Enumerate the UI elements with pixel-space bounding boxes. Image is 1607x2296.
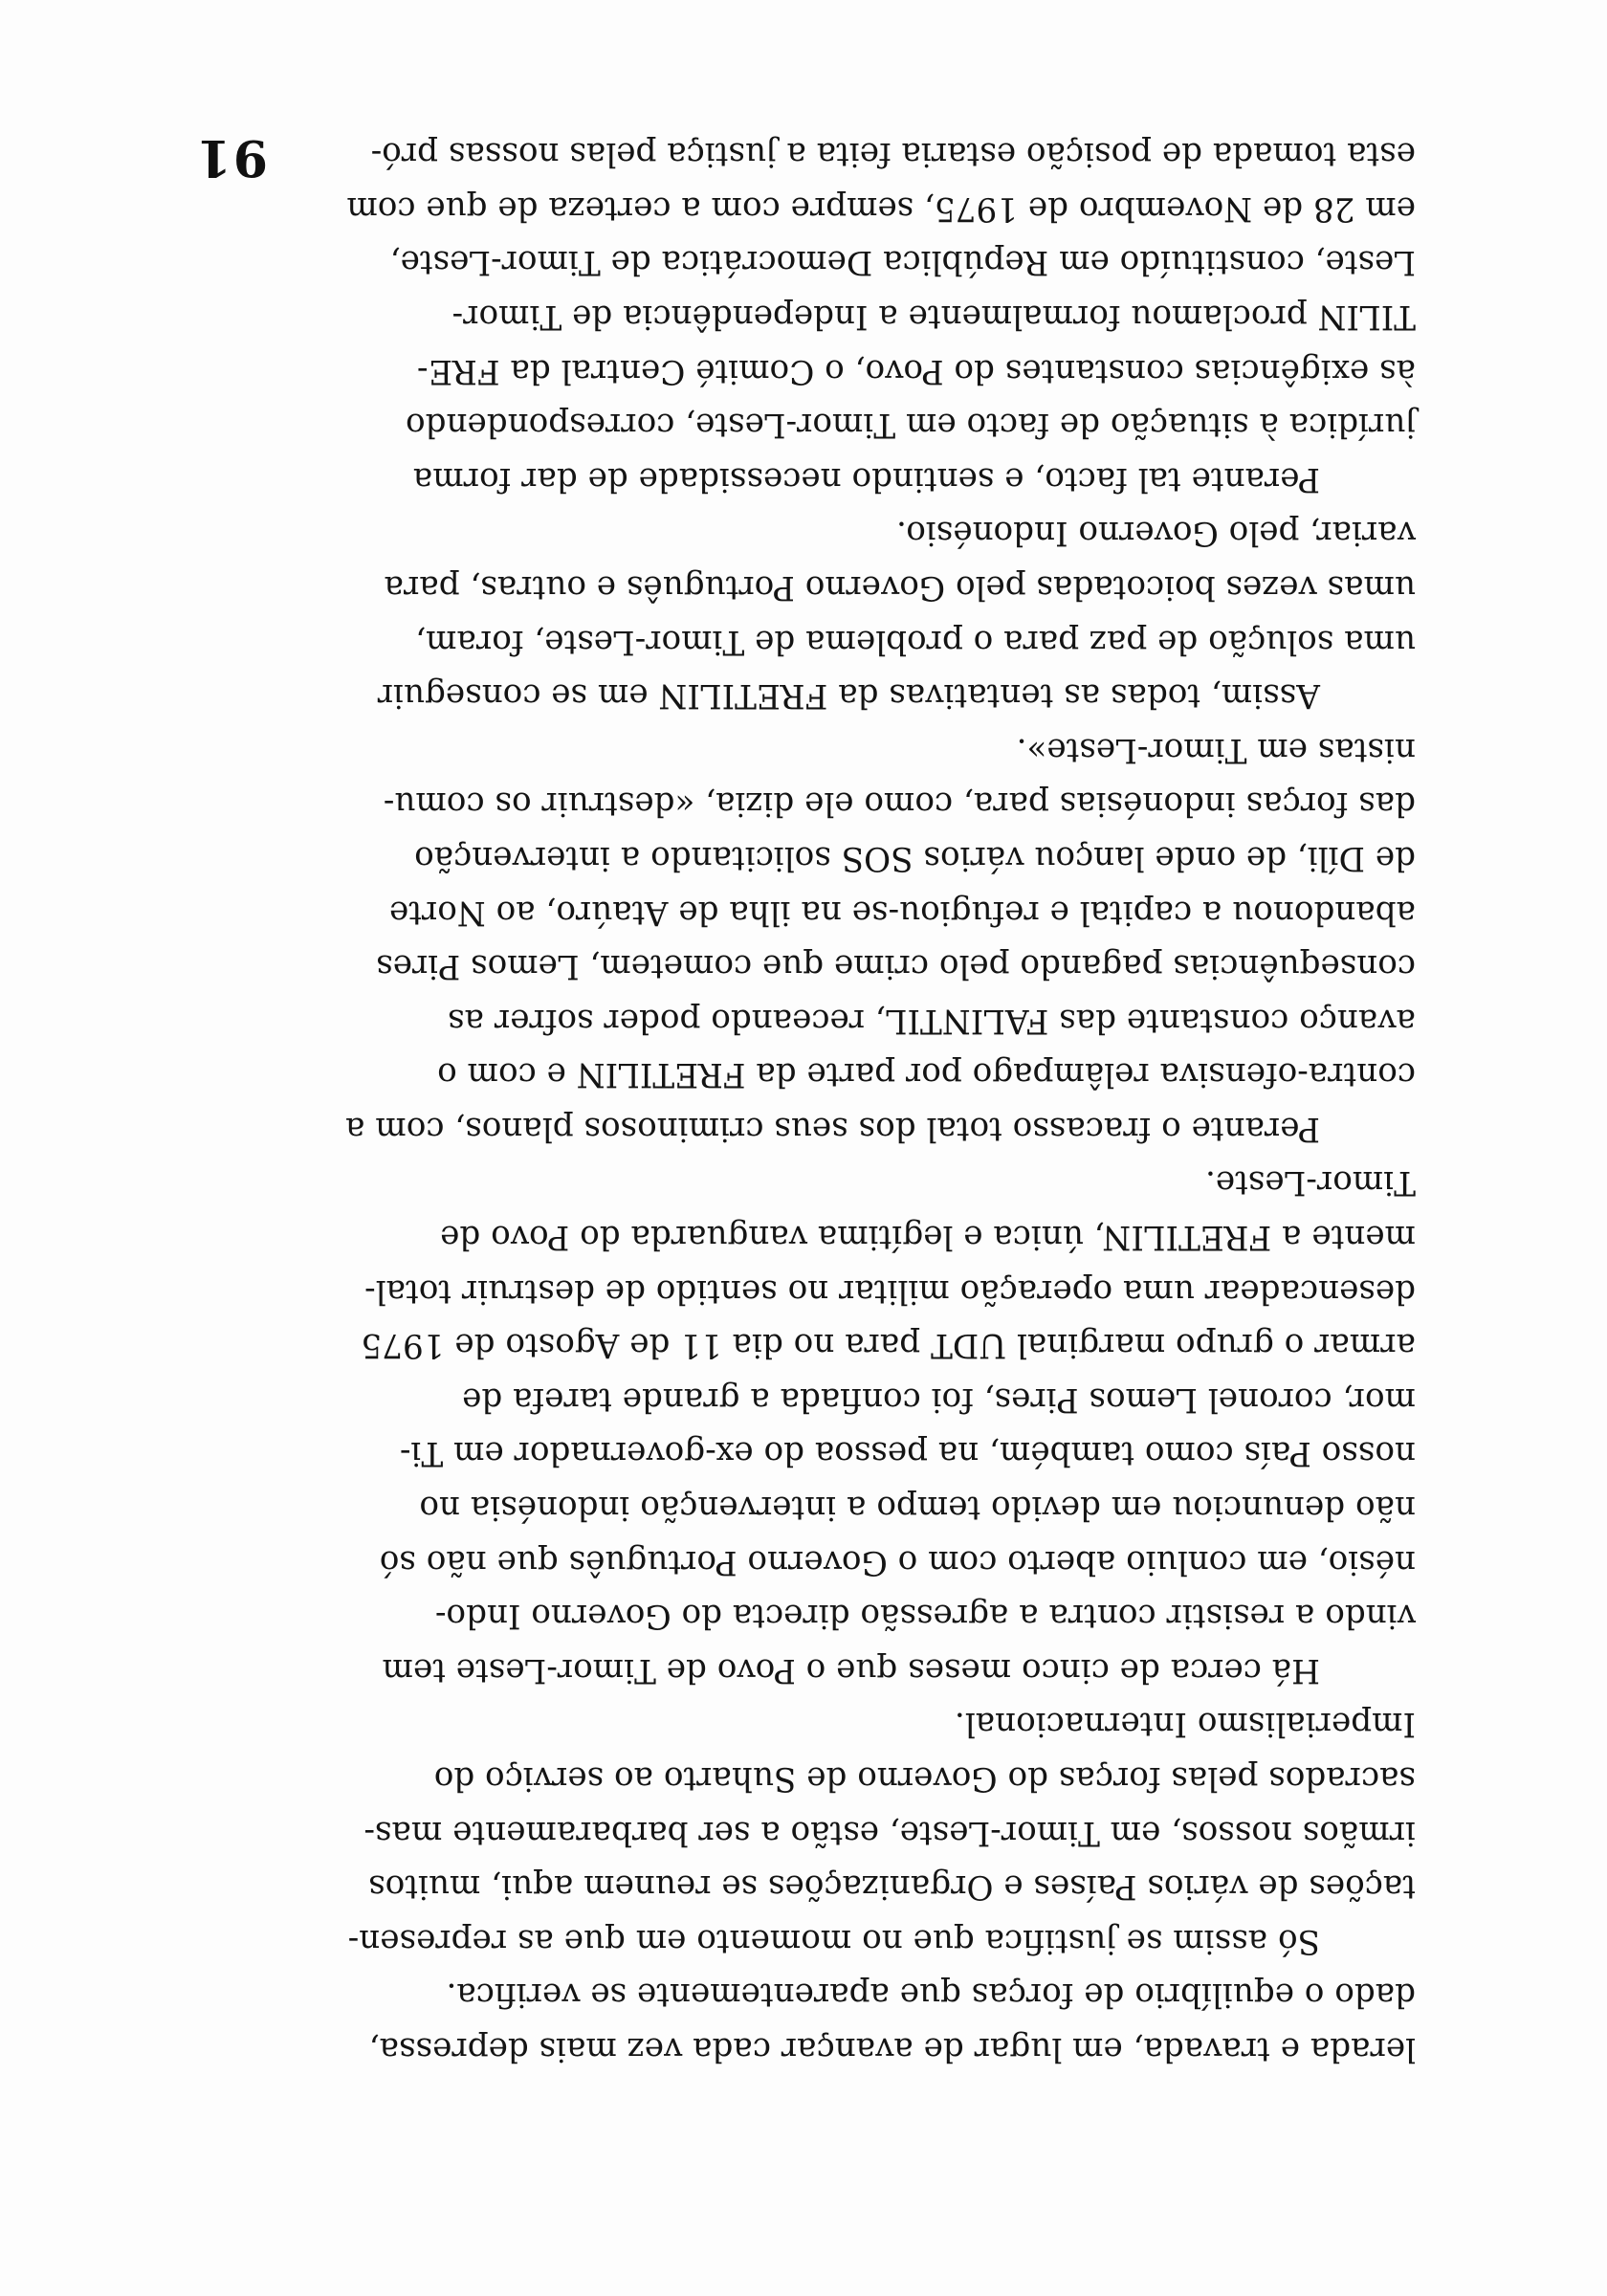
text-line: abandonou a capital e refugiou-se na ilha de Ataúro, ao Norte [388, 893, 1416, 932]
text-line: Há cerca de cinco meses que o Povo de Timor-Leste tem [382, 1650, 1320, 1689]
text-line: sacrados pelas forças do Governo de Suharto ao serviço do [433, 1759, 1416, 1799]
text-line: jurídica à situação de facto em Timor-Leste, correspondendo [406, 406, 1416, 445]
text-line: lerada e travada, em lugar de avançar cada vez mais depressa, [368, 2030, 1416, 2068]
text-line: avanço constante das FALINTIL, receando poder sofrer as [448, 1001, 1416, 1040]
text-line: TILIN proclamou formalmente a Independência de Timor- [451, 298, 1416, 336]
text-line: mor, coronel Lemos Pires, foi confiada a grande tarefa de [462, 1380, 1416, 1419]
text-line: não denunciou em devido tempo a intervenção indonésia no [419, 1489, 1416, 1528]
text-line: desencadear uma operação militar no sentido de destruir total- [364, 1271, 1416, 1311]
body-text [172, 127, 1416, 2076]
text-line: nosso País como também, na pessoa do ex-governador em Ti- [399, 1434, 1416, 1473]
text-line: mente a FRETILIN, única e legítima vanguarda do Povo de [440, 1218, 1416, 1257]
text-line: Leste, constituído em República Democrática de Timor-Leste, [389, 243, 1416, 282]
text-line: irmãos nossos, em Timor-Leste, estão a ser barbaramente mas- [363, 1813, 1416, 1852]
text-line: nistas em Timor-Leste». [1016, 730, 1416, 769]
text-line: Só assim se justifica que no momento em que as represen- [347, 1921, 1320, 1960]
text-line: armar o grupo marginal UDT para no dia 11 de Agosto de 1975 [361, 1326, 1416, 1365]
text-line: Imperialismo Internacional. [954, 1705, 1416, 1744]
text-line: contra-ofensiva relâmpago por parte da FRETILIN e com o [437, 1055, 1416, 1094]
text-line: consequências pagando pelo crime que cometem, Lemos Pires [376, 947, 1416, 986]
text-line: Assim, todas as tentativas da FRETILIN em se conseguir [377, 676, 1320, 716]
text-line: Perante o fracasso total dos seus criminosos planos, com a [345, 1109, 1320, 1148]
text-line: vindo a resistir contra a agressão directa do Governo Indo- [434, 1597, 1416, 1636]
text-line: tações de vários Países e Organizações se reunem aqui, muitos [368, 1867, 1416, 1907]
text-line: das forças indonésias para, como ele dizia, «destruir os comu- [383, 784, 1416, 824]
text-line: às exigências constantes do Povo, o Comité Central da FRE- [416, 351, 1416, 390]
text-line: Timor-Leste. [1205, 1163, 1416, 1203]
page-number: 91 [194, 128, 268, 187]
text-line: umas vezes boicotadas pelo Governo Português e outras, para [384, 567, 1416, 607]
text-line: uma solução de paz para o problema de Timor-Leste, foram, [415, 622, 1416, 661]
text-line: esta tomada de posição estaria feita a justiça pelas nossas pró- [370, 135, 1416, 174]
text-line: de Díli, de onde lançou vários SOS solicitando a intervenção [414, 838, 1416, 877]
text-line: em 28 de Novembro de 1975, sempre com a certeza de que com [346, 188, 1416, 228]
text-line: variar, pelo Governo Indonésio. [896, 514, 1416, 553]
text-line: Perante tal facto, e sentindo necessidade de dar forma [412, 459, 1320, 498]
text-line: nésio, em conluio aberto com o Governo Português que não só [379, 1542, 1416, 1581]
text-line: dado o equilíbrio de forças que aparentemente se verifica. [446, 1976, 1416, 2015]
